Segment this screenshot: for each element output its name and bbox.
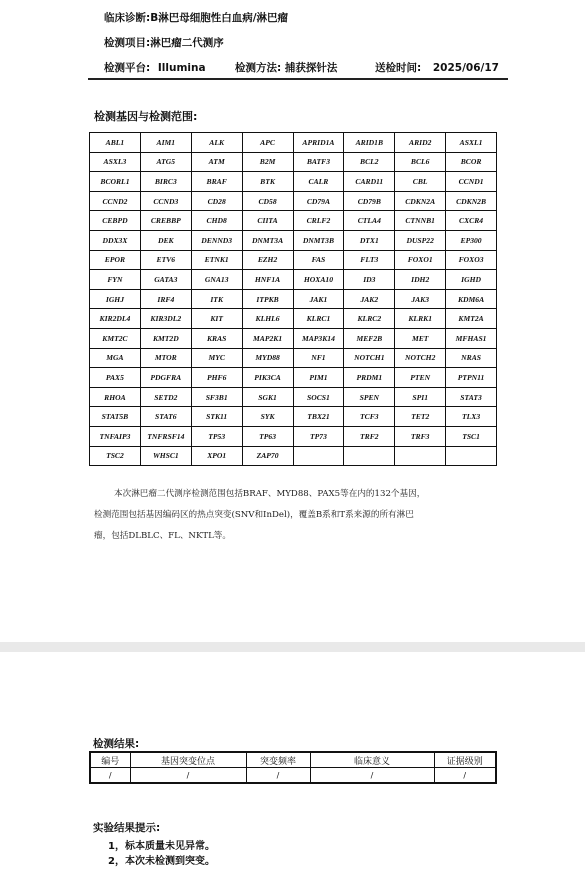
gene-cell: DEK bbox=[140, 230, 191, 250]
gene-cell: CREBBP bbox=[140, 211, 191, 231]
gene-cell: ITPKB bbox=[242, 289, 293, 309]
gene-cell: APRID1A bbox=[293, 133, 344, 153]
diagnosis-label: 临床诊断: bbox=[104, 12, 151, 24]
description-paragraph bbox=[94, 484, 504, 547]
gene-cell: TBX21 bbox=[293, 407, 344, 427]
gene-cell: KRAS bbox=[191, 328, 242, 348]
description-line-3: 瘤，包括DLBLC、FL、NKTL等。 bbox=[94, 531, 231, 541]
gene-cell: BCOR bbox=[446, 152, 497, 172]
gene-table-row bbox=[90, 230, 497, 250]
gene-cell: XPO1 bbox=[191, 446, 242, 466]
gene-cell: CBL bbox=[395, 172, 446, 192]
gene-cell: MAP2K1 bbox=[242, 328, 293, 348]
gene-cell: TET2 bbox=[395, 407, 446, 427]
gene-cell: PAX5 bbox=[90, 368, 141, 388]
gene-cell: BCL2 bbox=[344, 152, 395, 172]
gene-cell: APC bbox=[242, 133, 293, 153]
gene-cell: CCND2 bbox=[90, 191, 141, 211]
gene-cell: B2M bbox=[242, 152, 293, 172]
gene-cell: RHOA bbox=[90, 387, 141, 407]
gene-cell: DNMT3A bbox=[242, 230, 293, 250]
gene-cell-empty bbox=[344, 446, 395, 466]
gene-cell: TRF2 bbox=[344, 426, 395, 446]
col-header-frequency: 突变频率 bbox=[246, 752, 310, 768]
project-label: 检测项目: bbox=[104, 37, 151, 49]
platform-label: 检测平台: bbox=[104, 62, 151, 74]
gene-cell: JAK2 bbox=[344, 289, 395, 309]
gene-cell: MET bbox=[395, 328, 446, 348]
gene-cell: MGA bbox=[90, 348, 141, 368]
gene-cell: IDH2 bbox=[395, 270, 446, 290]
gene-cell: CDKN2A bbox=[395, 191, 446, 211]
gene-table bbox=[89, 132, 497, 466]
gene-cell: TSC1 bbox=[446, 426, 497, 446]
gene-cell: TNFRSF14 bbox=[140, 426, 191, 446]
gene-table-row bbox=[90, 368, 497, 388]
sent-value: 2025/06/17 bbox=[432, 62, 499, 74]
gene-cell: KIT bbox=[191, 309, 242, 329]
gene-cell: ASXL1 bbox=[446, 133, 497, 153]
col-header-mutation-site: 基因突变位点 bbox=[130, 752, 246, 768]
gene-cell: NOTCH2 bbox=[395, 348, 446, 368]
method-line bbox=[235, 60, 337, 75]
cell-frequency: / bbox=[246, 768, 310, 784]
gene-table-row bbox=[90, 172, 497, 192]
gene-cell: SPEN bbox=[344, 387, 395, 407]
gene-cell: IGHJ bbox=[90, 289, 141, 309]
gene-cell: SOCS1 bbox=[293, 387, 344, 407]
gene-cell: STAT6 bbox=[140, 407, 191, 427]
gene-cell: EZH2 bbox=[242, 250, 293, 270]
gene-cell: ATG5 bbox=[140, 152, 191, 172]
gene-cell: TP53 bbox=[191, 426, 242, 446]
gene-cell: HNF1A bbox=[242, 270, 293, 290]
gene-cell: MTOR bbox=[140, 348, 191, 368]
gene-cell: CD28 bbox=[191, 191, 242, 211]
gene-cell: MYD88 bbox=[242, 348, 293, 368]
gene-cell: STAT5B bbox=[90, 407, 141, 427]
gene-cell: KLRC2 bbox=[344, 309, 395, 329]
gene-cell: SF3B1 bbox=[191, 387, 242, 407]
gene-cell: MEF2B bbox=[344, 328, 395, 348]
gene-cell: CRLF2 bbox=[293, 211, 344, 231]
gene-cell: STAT3 bbox=[446, 387, 497, 407]
gene-cell: CD58 bbox=[242, 191, 293, 211]
gene-cell: PIK3CA bbox=[242, 368, 293, 388]
gene-table-row bbox=[90, 270, 497, 290]
gene-cell: ID3 bbox=[344, 270, 395, 290]
gene-cell: MAP3K14 bbox=[293, 328, 344, 348]
gene-cell: KLHL6 bbox=[242, 309, 293, 329]
sent-time-line bbox=[375, 60, 499, 75]
gene-cell: BTK bbox=[242, 172, 293, 192]
platform-value: Illumina bbox=[157, 62, 206, 74]
gene-cell: SGK1 bbox=[242, 387, 293, 407]
gene-cell: CCND3 bbox=[140, 191, 191, 211]
gene-cell: STK11 bbox=[191, 407, 242, 427]
gene-cell: GATA3 bbox=[140, 270, 191, 290]
method-value: 捕获探针法 bbox=[284, 62, 338, 74]
genes-section-title: 检测基因与检测范围: bbox=[94, 110, 198, 123]
gene-cell: DUSP22 bbox=[395, 230, 446, 250]
diagnosis-line bbox=[104, 10, 288, 25]
gene-cell: DENND3 bbox=[191, 230, 242, 250]
col-header-clinical-significance: 临床意义 bbox=[310, 752, 434, 768]
gene-cell: PDGFRA bbox=[140, 368, 191, 388]
results-header-row bbox=[90, 752, 496, 768]
gene-table-row bbox=[90, 250, 497, 270]
gene-table-row bbox=[90, 387, 497, 407]
gene-cell: FOXO3 bbox=[446, 250, 497, 270]
gene-cell: DTX1 bbox=[344, 230, 395, 250]
header-rule bbox=[88, 78, 508, 80]
cell-evidence-level: / bbox=[434, 768, 496, 784]
gene-cell: CXCR4 bbox=[446, 211, 497, 231]
gene-table-row bbox=[90, 446, 497, 466]
gene-cell: DDX3X bbox=[90, 230, 141, 250]
gene-cell: ARID2 bbox=[395, 133, 446, 153]
gene-cell: IRF4 bbox=[140, 289, 191, 309]
gene-cell: KMT2C bbox=[90, 328, 141, 348]
gene-cell: ALK bbox=[191, 133, 242, 153]
gene-cell: MFHAS1 bbox=[446, 328, 497, 348]
gene-cell: NF1 bbox=[293, 348, 344, 368]
gene-cell: CD79A bbox=[293, 191, 344, 211]
gene-table-row bbox=[90, 191, 497, 211]
tip-item-1: 1，标本质量未见异常。 bbox=[108, 841, 215, 852]
gene-table-row bbox=[90, 348, 497, 368]
page-gap bbox=[0, 642, 585, 652]
gene-cell: CCND1 bbox=[446, 172, 497, 192]
gene-table-row bbox=[90, 289, 497, 309]
project-value: 淋巴瘤二代测序 bbox=[150, 37, 224, 49]
gene-cell: AIM1 bbox=[140, 133, 191, 153]
gene-cell: CEBPD bbox=[90, 211, 141, 231]
gene-table-row bbox=[90, 328, 497, 348]
gene-cell: FAS bbox=[293, 250, 344, 270]
gene-cell: BATF3 bbox=[293, 152, 344, 172]
gene-cell: TNFAIP3 bbox=[90, 426, 141, 446]
results-title: 检测结果: bbox=[93, 738, 140, 750]
gene-cell: JAK1 bbox=[293, 289, 344, 309]
gene-cell: KIR3DL2 bbox=[140, 309, 191, 329]
gene-cell: CHD8 bbox=[191, 211, 242, 231]
gene-cell: ETNK1 bbox=[191, 250, 242, 270]
gene-cell: CARD11 bbox=[344, 172, 395, 192]
gene-cell: SYK bbox=[242, 407, 293, 427]
platform-line bbox=[104, 60, 206, 75]
gene-cell: TRF3 bbox=[395, 426, 446, 446]
gene-cell: GNA13 bbox=[191, 270, 242, 290]
method-label: 检测方法: bbox=[235, 62, 282, 74]
gene-cell: KMT2D bbox=[140, 328, 191, 348]
gene-cell: HOXA10 bbox=[293, 270, 344, 290]
gene-cell: CALR bbox=[293, 172, 344, 192]
gene-cell: NOTCH1 bbox=[344, 348, 395, 368]
gene-cell: BIRC3 bbox=[140, 172, 191, 192]
gene-cell: CDKN2B bbox=[446, 191, 497, 211]
gene-cell: WHSC1 bbox=[140, 446, 191, 466]
gene-cell: ZAP70 bbox=[242, 446, 293, 466]
gene-cell-empty bbox=[293, 446, 344, 466]
gene-cell: PTPN11 bbox=[446, 368, 497, 388]
cell-mutation-site: / bbox=[130, 768, 246, 784]
gene-cell: PRDM1 bbox=[344, 368, 395, 388]
gene-cell: CD79B bbox=[344, 191, 395, 211]
gene-cell: ITK bbox=[191, 289, 242, 309]
gene-table-row bbox=[90, 426, 497, 446]
results-row bbox=[90, 768, 496, 784]
gene-cell: BCORL1 bbox=[90, 172, 141, 192]
gene-cell: ATM bbox=[191, 152, 242, 172]
gene-cell: DNMT3B bbox=[293, 230, 344, 250]
gene-table-row bbox=[90, 407, 497, 427]
results-table bbox=[89, 751, 497, 784]
project-line bbox=[104, 35, 224, 50]
cell-id: / bbox=[90, 768, 130, 784]
gene-cell-empty bbox=[446, 446, 497, 466]
gene-cell: SETD2 bbox=[140, 387, 191, 407]
gene-cell: PIM1 bbox=[293, 368, 344, 388]
gene-cell: KDM6A bbox=[446, 289, 497, 309]
gene-cell-empty bbox=[395, 446, 446, 466]
col-header-id: 编号 bbox=[90, 752, 130, 768]
gene-cell: SPI1 bbox=[395, 387, 446, 407]
gene-cell: JAK3 bbox=[395, 289, 446, 309]
gene-cell: ETV6 bbox=[140, 250, 191, 270]
gene-cell: KLRC1 bbox=[293, 309, 344, 329]
gene-table-row bbox=[90, 152, 497, 172]
gene-cell: ARID1B bbox=[344, 133, 395, 153]
gene-cell: KIR2DL4 bbox=[90, 309, 141, 329]
tip-item-2: 2，本次未检测到突变。 bbox=[108, 856, 215, 867]
cell-clinical-significance: / bbox=[310, 768, 434, 784]
gene-cell: IGHD bbox=[446, 270, 497, 290]
gene-table-row bbox=[90, 211, 497, 231]
gene-cell: BRAF bbox=[191, 172, 242, 192]
gene-cell: TP63 bbox=[242, 426, 293, 446]
gene-cell: FLT3 bbox=[344, 250, 395, 270]
gene-cell: PHF6 bbox=[191, 368, 242, 388]
diagnosis-value: B淋巴母细胞性白血病/淋巴瘤 bbox=[150, 12, 289, 24]
gene-cell: BCL6 bbox=[395, 152, 446, 172]
col-header-evidence-level: 证据级别 bbox=[434, 752, 496, 768]
gene-cell: EP300 bbox=[446, 230, 497, 250]
gene-cell: TP73 bbox=[293, 426, 344, 446]
gene-cell: TSC2 bbox=[90, 446, 141, 466]
sent-label: 送检时间: bbox=[375, 62, 422, 74]
gene-cell: TLX3 bbox=[446, 407, 497, 427]
gene-cell: PTEN bbox=[395, 368, 446, 388]
tips-title: 实验结果提示: bbox=[93, 822, 161, 834]
gene-cell: CIITA bbox=[242, 211, 293, 231]
gene-cell: KLRK1 bbox=[395, 309, 446, 329]
gene-cell: CTLA4 bbox=[344, 211, 395, 231]
gene-cell: NRAS bbox=[446, 348, 497, 368]
gene-cell: CTNNB1 bbox=[395, 211, 446, 231]
gene-table-row bbox=[90, 309, 497, 329]
gene-cell: MYC bbox=[191, 348, 242, 368]
gene-cell: FOXO1 bbox=[395, 250, 446, 270]
gene-cell: TCF3 bbox=[344, 407, 395, 427]
description-line-2: 检测范围包括基因编码区的热点突变(SNV和InDel)，覆盖B系和T系来源的所有淋巴 bbox=[94, 510, 414, 520]
description-line-1: 本次淋巴瘤二代测序检测范围包括BRAF、MYD88、PAX5等在内的132个基因， bbox=[114, 489, 426, 499]
gene-table-row bbox=[90, 133, 497, 153]
gene-cell: KMT2A bbox=[446, 309, 497, 329]
gene-cell: ASXL3 bbox=[90, 152, 141, 172]
gene-cell: EPOR bbox=[90, 250, 141, 270]
gene-cell: ABL1 bbox=[90, 133, 141, 153]
gene-cell: FYN bbox=[90, 270, 141, 290]
